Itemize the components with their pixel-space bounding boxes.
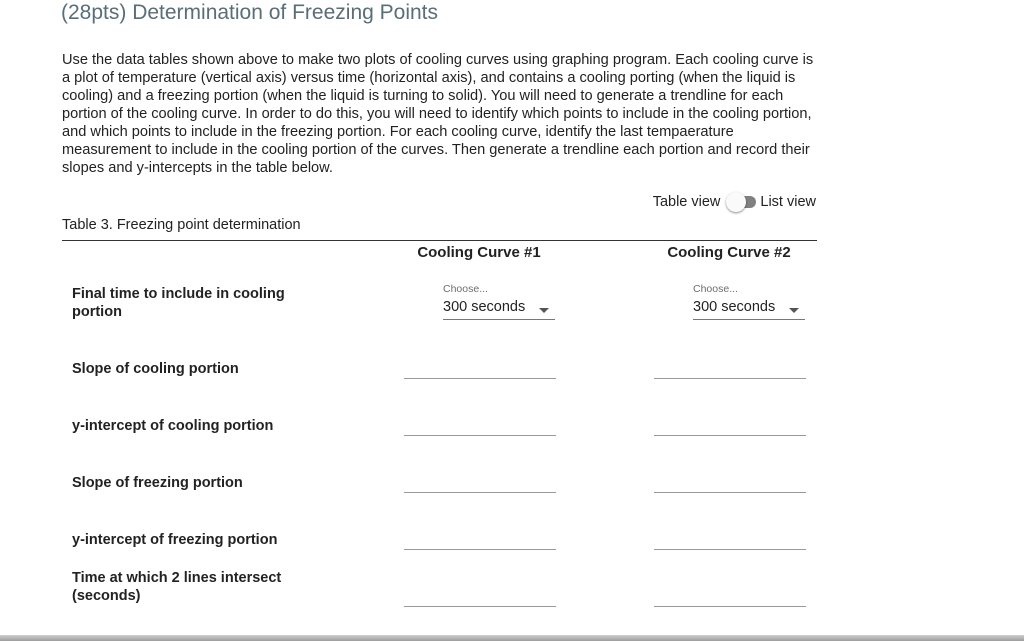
list-view-label[interactable]: List view: [760, 194, 816, 210]
intersect-time-input-curve-2[interactable]: [654, 584, 806, 607]
bottom-scroll-edge: [0, 635, 1024, 641]
table-caption: Table 3. Freezing point determination: [62, 217, 301, 233]
select-value: 300 seconds: [693, 299, 776, 315]
slope-cooling-input-curve-1[interactable]: [404, 356, 556, 379]
select-value: 300 seconds: [443, 299, 526, 315]
column-header-curve-2: Cooling Curve #2: [667, 244, 791, 261]
final-time-select-curve-2[interactable]: [693, 283, 805, 320]
instructions-text: Use the data tables shown above to make two plots of cooling curves using graphing program. Each cooling curve is a plot of temperature (vertical axis) versus time (horizontal axis), and contains a cooling porting (when the liquid is cooling) and a freezing portion (when the liquid is turning to solid). You will need to generate a trendline for each portion of the cooling curve. In order to do this, you will need to identify which points to include in the cooling portion, and which points to include in the freezing portion. For each cooling curve, identify the last tempaerature measurement to include in the cooling portion of the curves. Then generate a trendline each portion and record their slopes and y-intercepts in the table below.: [62, 52, 814, 176]
table-top-rule: [62, 240, 817, 241]
row-label-slope-cooling: Slope of cooling portion: [72, 361, 239, 377]
final-time-select-curve-1[interactable]: [443, 283, 555, 320]
dropdown-caret-icon: [789, 308, 799, 313]
view-toggle-switch[interactable]: [726, 195, 756, 209]
column-header-curve-1: Cooling Curve #1: [417, 244, 541, 261]
toggle-knob[interactable]: [726, 192, 746, 212]
intercept-freezing-input-curve-2[interactable]: [654, 527, 806, 550]
question-title: (28pts) Determination of Freezing Points: [61, 1, 439, 24]
slope-cooling-input-curve-2[interactable]: [654, 356, 806, 379]
dropdown-caret-icon: [539, 308, 549, 313]
view-toggle: [653, 192, 816, 212]
intercept-cooling-input-curve-2[interactable]: [654, 413, 806, 436]
slope-freezing-input-curve-2[interactable]: [654, 470, 806, 493]
row-label-intercept-cooling: y-intercept of cooling portion: [72, 418, 274, 434]
row-label-final-time: Final time to include in cooling portion: [72, 286, 285, 320]
row-label-slope-freezing: Slope of freezing portion: [72, 475, 243, 491]
intercept-cooling-input-curve-1[interactable]: [404, 413, 556, 436]
table-view-label[interactable]: Table view: [652, 194, 721, 210]
intercept-freezing-input-curve-1[interactable]: [404, 527, 556, 550]
select-hint: Choose...: [693, 283, 738, 295]
select-hint: Choose...: [443, 283, 488, 295]
slope-freezing-input-curve-1[interactable]: [404, 470, 556, 493]
row-label-intersect-time: Time at which 2 lines intersect (seconds): [72, 570, 282, 604]
intersect-time-input-curve-1[interactable]: [404, 584, 556, 607]
row-label-intercept-freezing: y-intercept of freezing portion: [72, 532, 278, 548]
